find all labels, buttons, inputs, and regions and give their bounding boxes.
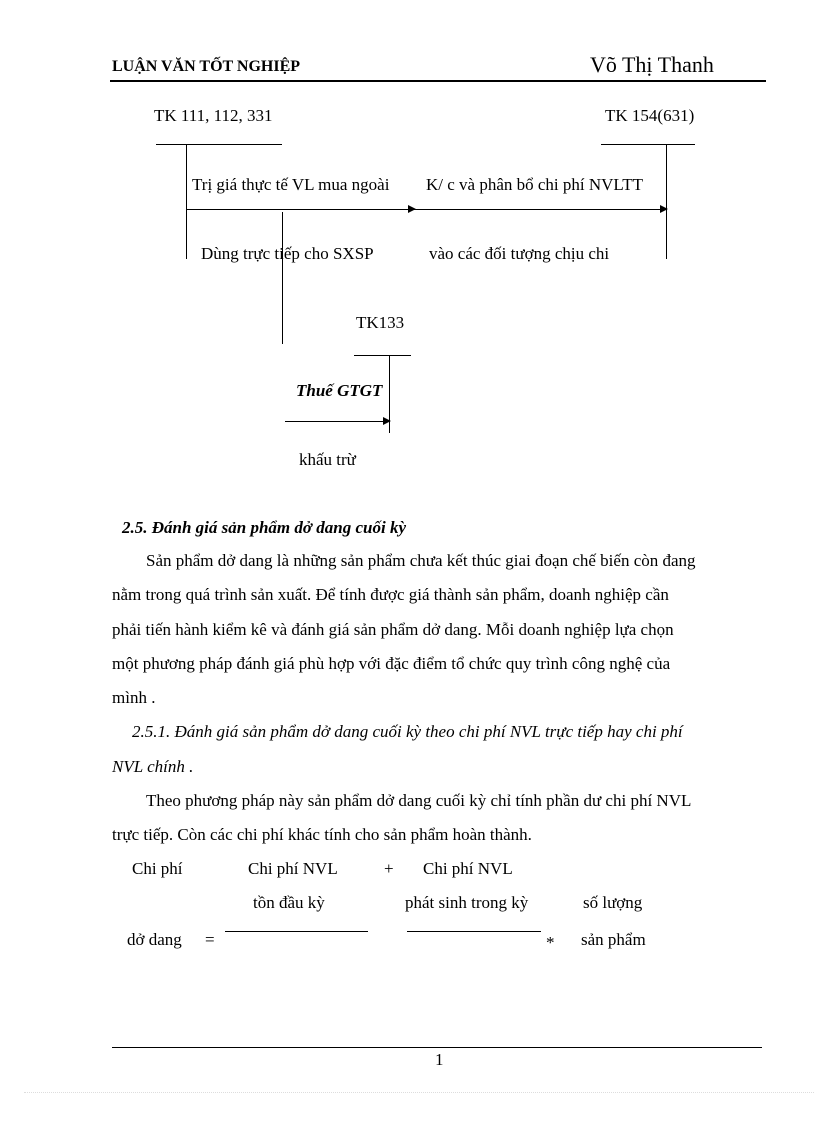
header-title: LUẬN VĂN TỐT NGHIỆP [112, 58, 301, 75]
header-rule [110, 80, 766, 82]
formula-term1-line1: Chi phí NVL [248, 859, 338, 878]
account-right-bar [601, 144, 695, 145]
account-left-bar [156, 144, 282, 145]
para1-line: một phương pháp đánh giá phù hợp với đặc điểm tổ chức quy trình công nghệ của [112, 654, 671, 673]
para1-line: phải tiến hành kiểm kê và đánh giá sản phẩm dở dang. Mỗi doanh nghiệp lựa chọn [112, 620, 674, 639]
para1-line: Sản phẩm dở dang là những sản phẩm chưa kết thúc giai đoạn chế biến còn đang [146, 551, 696, 570]
vat-label-line1: Thuế GTGT [296, 381, 383, 400]
purchase-label-line2: Dùng trực tiếp cho SXSP [201, 244, 374, 263]
vat-label-line2: khấu trừ [299, 450, 356, 469]
formula-lhs-line1: Chi phí [132, 859, 183, 878]
account-vat-label: TK133 [356, 313, 405, 332]
formula-lhs-line2: dở dang [127, 930, 182, 949]
formula-fraction-bar-2 [407, 931, 541, 932]
subheading-line: 2.5.1. Đánh giá sản phẩm dở dang cuối kỳ theo chi phí NVL trực tiếp hay chi phí [132, 722, 683, 741]
page-number: 1 [435, 1050, 444, 1069]
formula-plus: + [384, 859, 394, 878]
para2-line: trực tiếp. Còn các chi phí khác tính cho sản phẩm hoàn thành. [112, 825, 532, 844]
account-right-label: TK 154(631) [605, 106, 695, 125]
account-vat-bar [354, 355, 411, 356]
section-heading: 2.5. Đánh giá sản phẩm dở dang cuối kỳ [122, 518, 407, 537]
account-right-stem [666, 144, 667, 259]
allocate-label-line1: K/ c và phân bổ chi phí NVLTT [426, 175, 644, 194]
formula-rhs-line2: sản phẩm [581, 930, 646, 949]
subheading-line: NVL chính . [112, 757, 194, 776]
purchase-arrow [186, 209, 414, 210]
formula-equals: = [205, 930, 215, 949]
formula-multiply: * [546, 933, 555, 952]
para1-line: nằm trong quá trình sản xuất. Để tính được giá thành sản phẩm, doanh nghiệp cần [112, 585, 669, 604]
account-left-label: TK 111, 112, 331 [154, 106, 273, 125]
para2-line: Theo phương pháp này sản phẩm dở dang cuối kỳ chỉ tính phần dư chi phí NVL [146, 791, 692, 810]
header-author: Võ Thị Thanh [590, 52, 714, 77]
vat-arrow [285, 421, 389, 422]
allocate-arrow [414, 209, 666, 210]
purchase-label-line1: Trị giá thực tế VL mua ngoài [192, 175, 390, 194]
formula-term2-line1: Chi phí NVL [423, 859, 513, 878]
page-edge-dots [24, 1092, 814, 1093]
allocate-label-line2: vào các đối tượng chịu chi [429, 244, 610, 263]
para1-line: mình . [112, 688, 156, 707]
formula-fraction-bar-1 [225, 931, 368, 932]
account-left-stem [186, 144, 187, 259]
footer-rule [112, 1047, 762, 1048]
formula-term1-line2: tồn đầu kỳ [253, 893, 325, 912]
formula-term2-line2: phát sinh trong kỳ [405, 893, 529, 912]
formula-rhs-line1: số lượng [583, 893, 643, 912]
vat-branch-line [282, 212, 283, 344]
